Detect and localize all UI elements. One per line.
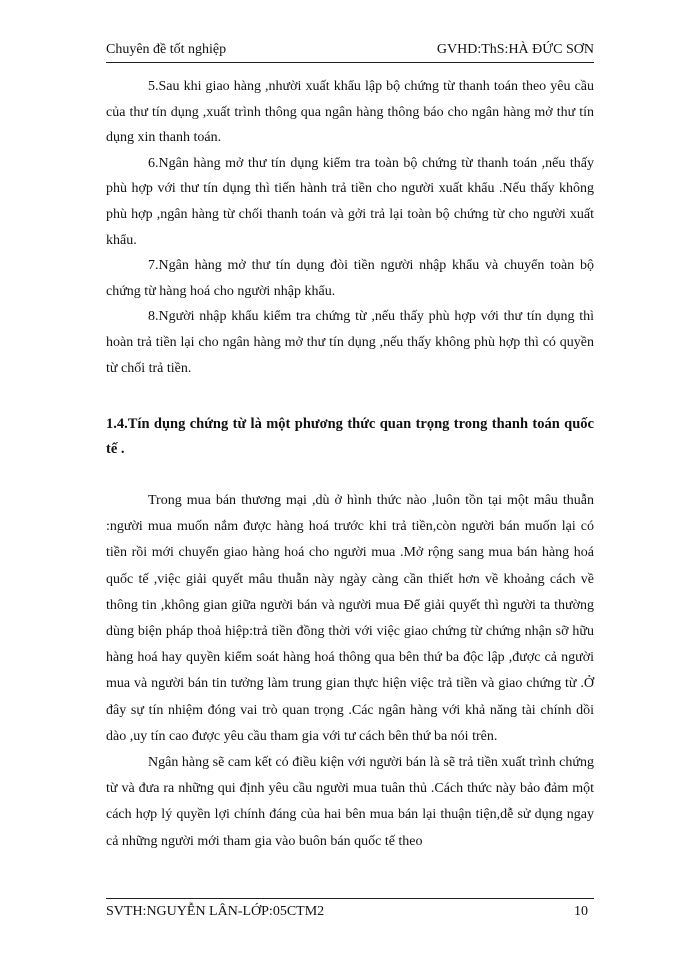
section-heading: 1.4.Tín dụng chứng từ là một phương thức quan trọng trong thanh toán quốc tế .: [106, 416, 594, 457]
paragraph-trade-conflict: Trong mua bán thương mại ,dù ở hình thức nào ,luôn tồn tại một mâu thuẫn :người mua muốn nắm được hàng hoá trước khi trả tiền,còn người bán muốn lại có tiền rồi mới chuyển giao hàng hoá cho người mua .Mở rộng sang mua bán hàng hoá quốc tế ,việc giải quyết mâu thuẫn này ngày càng cần thiết hơn về khoảng cách về thông tin ,không gian giữa người bán và người mua Để giải quyết thì người ta thường dùng biện pháp thoả hiệp:trả tiền đồng thời với việc giao chứng từ chứng nhận sỡ hữu hàng hoá hay quyền kiểm soát hàng hoá thông qua bên thứ ba độc lập ,được cả người mua và người bán tin tưởng làm trung gian thực hiện việc trả tiền và giao chứng từ .Ở đây sự tín nhiệm đóng vai trò quan trọng .Các ngân hàng với khả năng tài chính dồi dào ,uy tín cao được yêu cầu tham gia với tư cách bên thứ ba nói trên.: [106, 493, 594, 744]
page-footer: [106, 898, 594, 923]
header-supervisor: GVHD:ThS:HÀ ĐỨC SƠN: [436, 42, 594, 57]
page-header: [106, 38, 594, 63]
header-course-title: Chuyên đề tốt nghiệp: [106, 42, 227, 57]
paragraph-bank-commitment: Ngân hàng sẽ cam kết có điều kiện với người bán là sẽ trả tiền xuất trình chứng từ và đưa ra những qui định yêu cầu người mua tuân thủ .Cách thức này bảo đảm một cách hợp lý quyền lợi chính đáng của hai bên mua bán lại thuận tiện,dễ sử dụng ngay cả những người mới tham gia vào buôn bán quốc tế theo: [106, 755, 594, 849]
paragraph-step-6: 6.Ngân hàng mở thư tín dụng kiểm tra toàn bộ chứng từ thanh toán ,nếu thấy phù hợp với thư tín dụng thì tiến hành trả tiền cho người xuất khẩu .Nếu thấy không phù hợp ,ngân hàng từ chối thanh toán và gởi trả lại toàn bộ chứng từ cho người xuất khẩu.: [106, 155, 594, 248]
footer-student-info: SVTH:NGUYỄN LÂN-LỚP:05CTM2: [106, 904, 325, 919]
body-text-bottom: [106, 488, 594, 855]
paragraph-step-8: 8.Người nhập khẩu kiểm tra chứng từ ,nếu thấy phù hợp với thư tín dụng thì hoàn trả tiền lại cho ngân hàng mở thư tín dụng ,nếu thấy không phù hợp thì có quyền từ chối trả tiền.: [106, 309, 594, 376]
page-number: 10: [574, 904, 588, 919]
paragraph-step-5: 5.Sau khi giao hàng ,nhười xuất khẩu lập bộ chứng từ thanh toán theo yêu cầu của thư tín dụng ,xuất trình thông qua ngân hàng thông báo cho ngân hàng mở thư tín dụng xin thanh toán.: [106, 79, 594, 146]
paragraph-step-7: 7.Ngân hàng mở thư tín dụng đòi tiền người nhập khẩu và chuyển toàn bộ chứng từ hàng hoá cho người nhập khẩu.: [106, 258, 594, 299]
body-text-top: [106, 74, 594, 381]
